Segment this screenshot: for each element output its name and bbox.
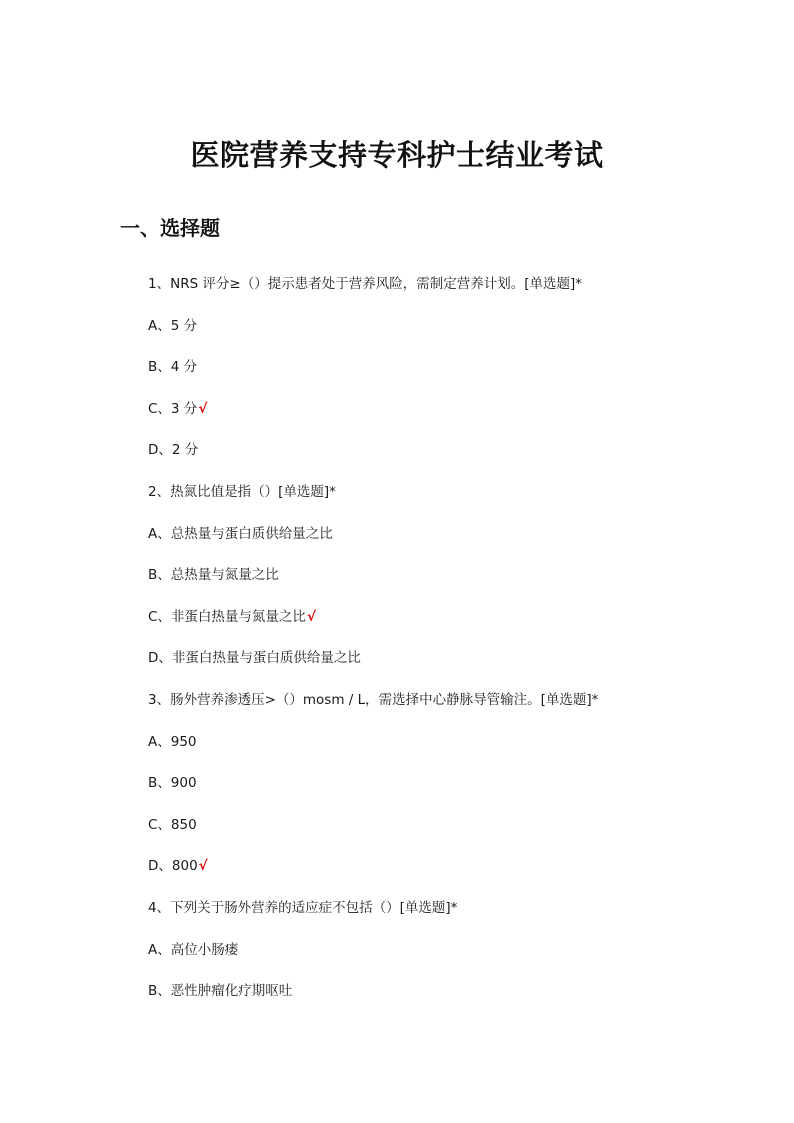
answer-option: [148, 815, 748, 857]
section-heading: 一、选择题: [120, 216, 220, 240]
answer-option: [148, 981, 748, 1023]
answer-option: [148, 648, 748, 690]
question-text: [148, 274, 748, 316]
question-text: [148, 898, 748, 940]
question-label: 1、NRS 评分≥（）提示患者处于营养风险，需制定营养计划。[单选题]*: [148, 276, 583, 292]
question-label: 3、肠外营养渗透压>（）mosm / L，需选择中心静脉导管输注。[单选题]*: [148, 691, 599, 708]
question-text: [148, 690, 748, 732]
answer-option: [148, 316, 748, 358]
answer-option: [148, 773, 748, 815]
answer-option: [148, 565, 748, 607]
correct-check-icon: √: [198, 858, 208, 875]
correct-check-icon: √: [306, 608, 316, 625]
option-label: A、5 分: [148, 317, 198, 334]
option-label: C、非蛋白热量与氮量之比: [148, 608, 306, 625]
option-label: A、950: [148, 733, 197, 750]
option-label: A、高位小肠瘘: [148, 941, 239, 958]
answer-option: [148, 607, 748, 649]
question-label: 2、热氮比值是指（）[单选题]*: [148, 483, 336, 500]
option-label: B、900: [148, 775, 197, 792]
option-label: A、总热量与蛋白质供给量之比: [148, 525, 333, 542]
answer-option: [148, 732, 748, 774]
option-label: B、4 分: [148, 359, 198, 376]
option-label: D、非蛋白热量与蛋白质供给量之比: [148, 650, 361, 667]
question-list: [148, 274, 748, 1023]
question-text: [148, 482, 748, 524]
option-label: B、恶性肿瘤化疗期呕吐: [148, 983, 293, 1000]
option-label: C、850: [148, 816, 197, 833]
option-label: D、800: [148, 858, 198, 875]
page-title: 医院营养支持专科护士结业考试: [190, 138, 604, 172]
answer-option: [148, 440, 748, 482]
question-label: 4、下列关于肠外营养的适应症不包括（）[单选题]*: [148, 899, 458, 916]
option-label: B、总热量与氮量之比: [148, 567, 279, 584]
option-label: C、3 分: [148, 400, 198, 417]
answer-option: [148, 357, 748, 399]
answer-option: [148, 399, 748, 441]
answer-option: [148, 856, 748, 898]
option-label: D、2 分: [148, 442, 199, 459]
answer-option: [148, 524, 748, 566]
correct-check-icon: √: [198, 400, 208, 417]
answer-option: [148, 940, 748, 982]
